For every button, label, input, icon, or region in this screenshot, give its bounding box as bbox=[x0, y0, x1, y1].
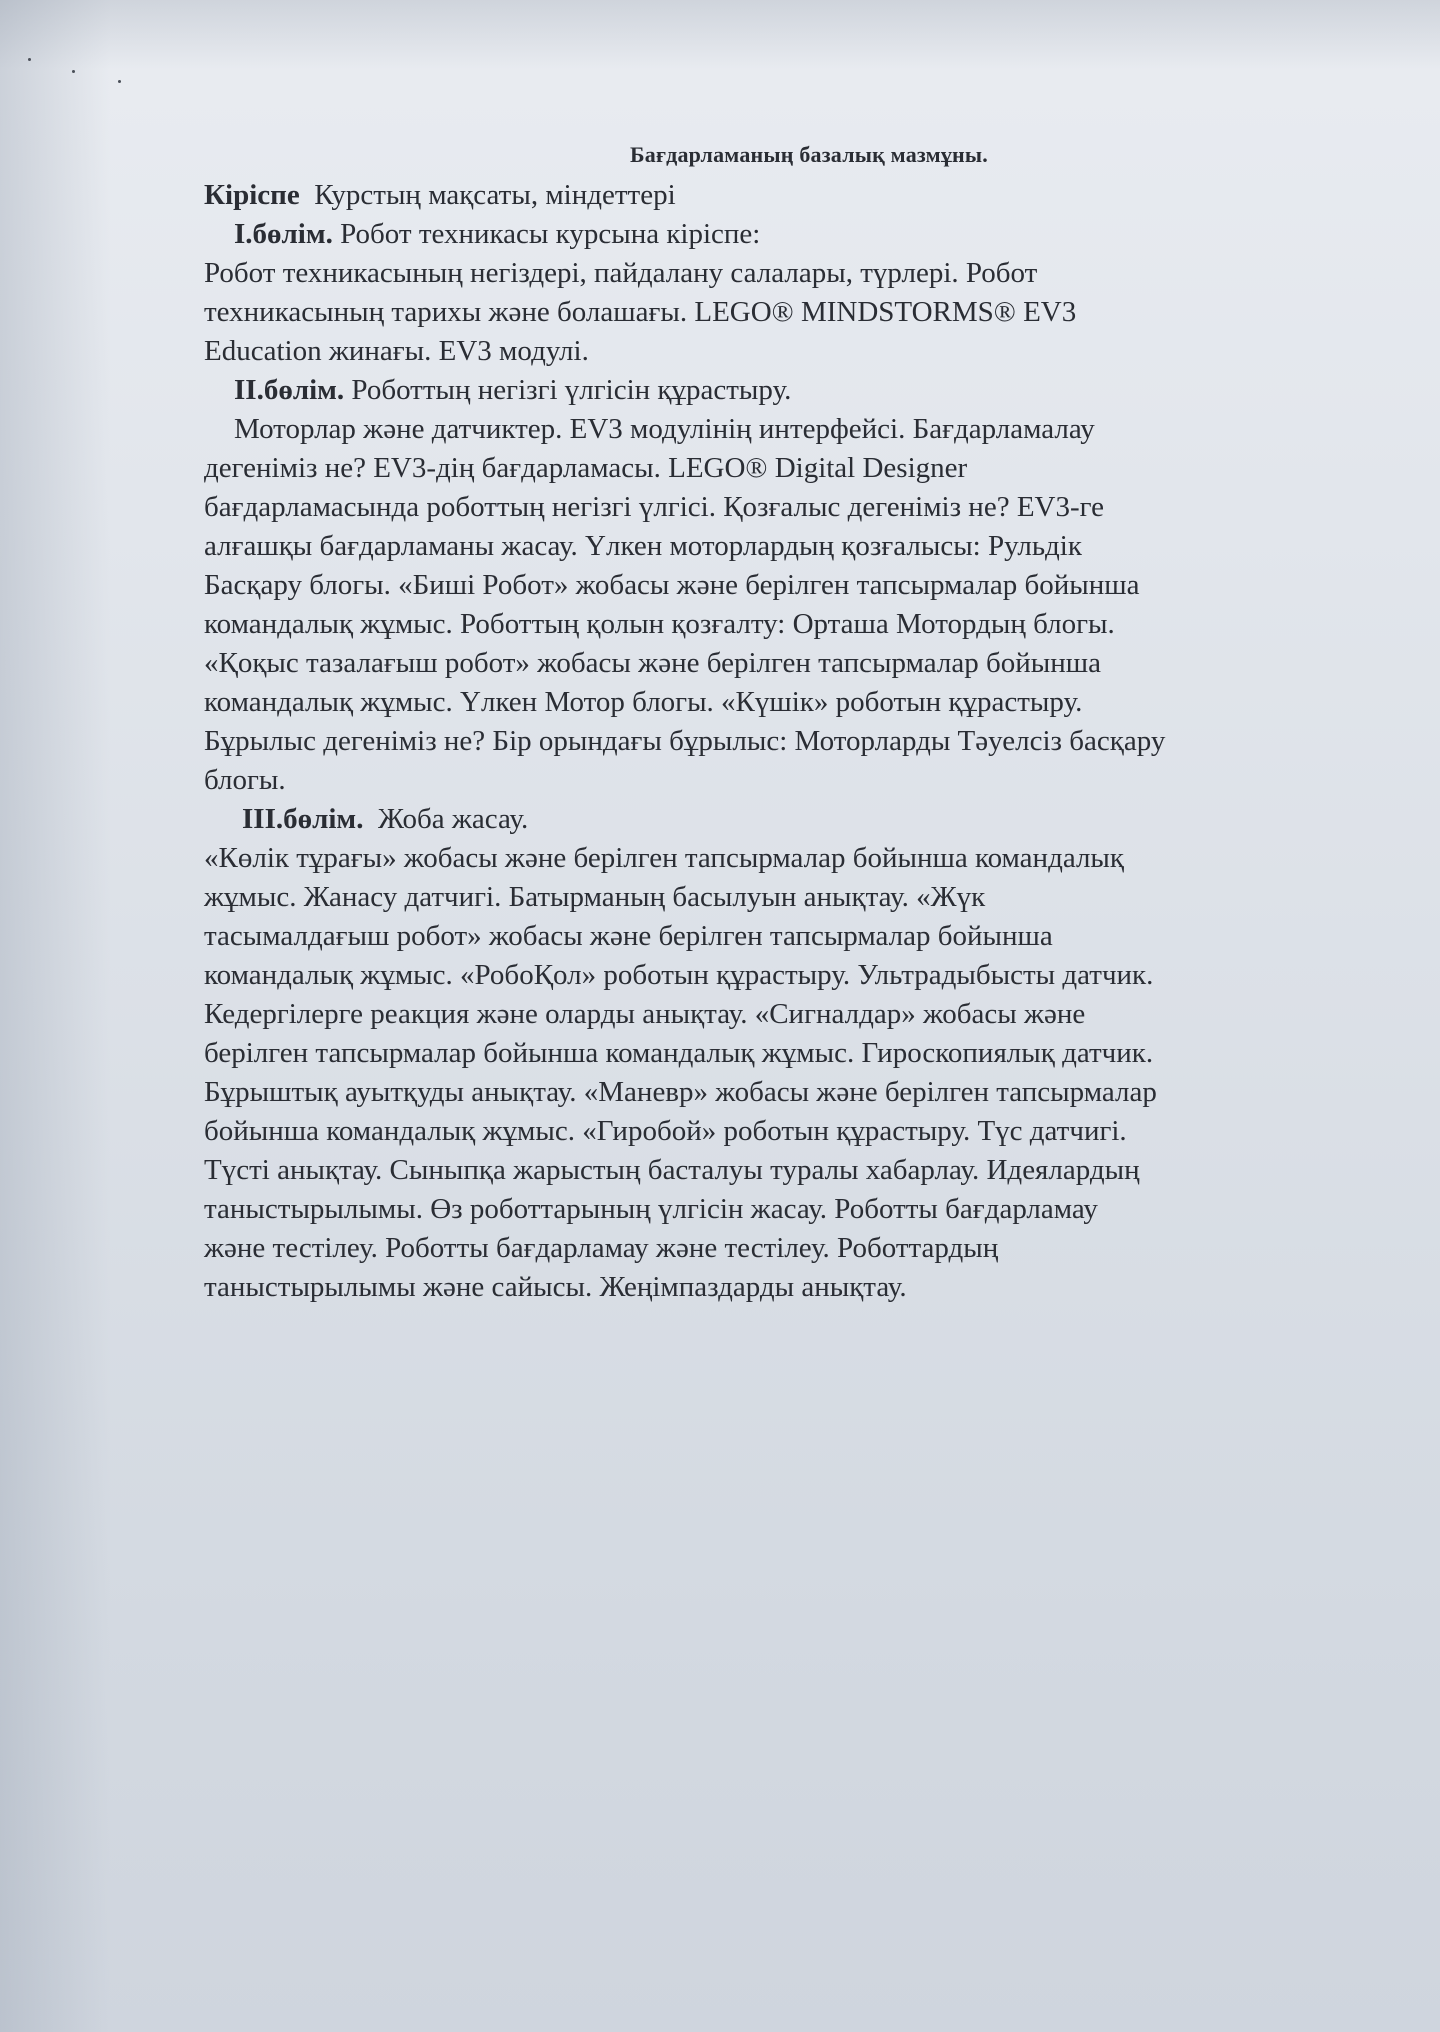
page-shadow-top bbox=[0, 0, 1440, 70]
section1-label: І.бөлім. bbox=[234, 218, 333, 250]
section2-label: ІІ.бөлім. bbox=[234, 374, 345, 406]
section2-line: «Қоқыс тазалағыш робот» жобасы және берілген тапсырмалар бойынша bbox=[204, 647, 1101, 679]
section1-heading-line bbox=[204, 215, 1344, 254]
speck-mark bbox=[72, 70, 75, 73]
section3-line: таныстырылымы. Өз роботтарының үлгісін жасау. Роботты бағдарламау bbox=[204, 1193, 1098, 1225]
section1-heading: Робот техникасы курсына кіріспе: bbox=[340, 218, 761, 250]
section3-line: жұмыс. Жанасу датчигі. Батырманың басылуын анықтау. «Жүк bbox=[204, 881, 986, 913]
section3-line: берілген тапсырмалар бойынша командалық жұмыс. Гироскопиялық датчик. bbox=[204, 1037, 1154, 1069]
document-body bbox=[204, 142, 1344, 1307]
section2-line: командалық жұмыс. Үлкен Мотор блогы. «Күшік» роботын құрастыру. bbox=[204, 686, 1083, 718]
section2-heading: Роботтың негізгі үлгісін құрастыру. bbox=[351, 374, 792, 406]
section2-line: Басқару блогы. «Биші Робот» жобасы және берілген тапсырмалар бойынша bbox=[204, 569, 1140, 601]
section3-line: тасымалдағыш робот» жобасы және берілген тапсырмалар бойынша bbox=[204, 920, 1053, 952]
section2-line: блогы. bbox=[204, 764, 286, 796]
section2-line: бағдарламасында роботтың негізгі үлгісі. Қозғалыс дегеніміз не? EV3-ге bbox=[204, 491, 1105, 523]
section2-line: дегеніміз не? EV3-дің бағдарламасы. LEGO® Digital Designer bbox=[204, 452, 968, 484]
section1-line: Робот техникасының негіздері, пайдалану салалары, түрлері. Робот bbox=[204, 257, 1038, 289]
speck-mark bbox=[118, 80, 121, 83]
section2-line: алғашқы бағдарламаны жасау. Үлкен моторлардың қозғалысы: Рульдік bbox=[204, 530, 1082, 562]
intro-line bbox=[204, 176, 1344, 215]
section3-line: командалық жұмыс. «РобоҚол» роботын құрастыру. Ультрадыбысты датчик. bbox=[204, 959, 1154, 991]
speck-mark bbox=[28, 58, 31, 61]
section2-line: командалық жұмыс. Роботтың қолын қозғалту: Орташа Мотордың блогы. bbox=[204, 608, 1115, 640]
section3-line: Кедергілерге реакция және оларды анықтау. «Сигналдар» жобасы және bbox=[204, 998, 1086, 1030]
section3-line: «Көлік тұрағы» жобасы және берілген тапсырмалар бойынша командалық bbox=[204, 842, 1124, 874]
intro-text: Курстың мақсаты, міндеттері bbox=[314, 179, 676, 211]
section3-line: Түсті анықтау. Сыныпқа жарыстың басталуы туралы хабарлау. Идеялардың bbox=[204, 1154, 1140, 1186]
page-shadow-left bbox=[0, 0, 110, 2032]
section3-heading: Жоба жасау. bbox=[377, 803, 529, 835]
section2-heading-line bbox=[204, 371, 1344, 410]
section3-line: таныстырылымы және сайысы. Жеңімпаздарды анықтау. bbox=[204, 1271, 907, 1303]
section3-label: ІІІ.бөлім. bbox=[242, 803, 364, 835]
section3-line: Бұрыштық ауытқуды анықтау. «Маневр» жобасы және берілген тапсырмалар bbox=[204, 1076, 1157, 1108]
section2-line: Моторлар және датчиктер. EV3 модулінің интерфейсі. Бағдарламалау bbox=[234, 413, 1095, 445]
section2-line: Бұрылыс дегеніміз не? Бір орындағы бұрылыс: Моторларды Тәуелсіз басқару bbox=[204, 725, 1166, 757]
section3-line: және тестілеу. Роботты бағдарламау және тестілеу. Роботтардың bbox=[204, 1232, 999, 1264]
section3-heading-line bbox=[204, 800, 1344, 839]
section1-line: Education жинағы. EV3 модулі. bbox=[204, 335, 589, 367]
section1-line: техникасының тарихы және болашағы. LEGO® MINDSTORMS® EV3 bbox=[204, 296, 1077, 328]
document-title: Бағдарламаның базалық мазмұны. bbox=[630, 142, 988, 167]
section3-line: бойынша командалық жұмыс. «Гиробой» роботын құрастыру. Түс датчигі. bbox=[204, 1115, 1127, 1147]
intro-label: Кіріспе bbox=[204, 179, 300, 211]
